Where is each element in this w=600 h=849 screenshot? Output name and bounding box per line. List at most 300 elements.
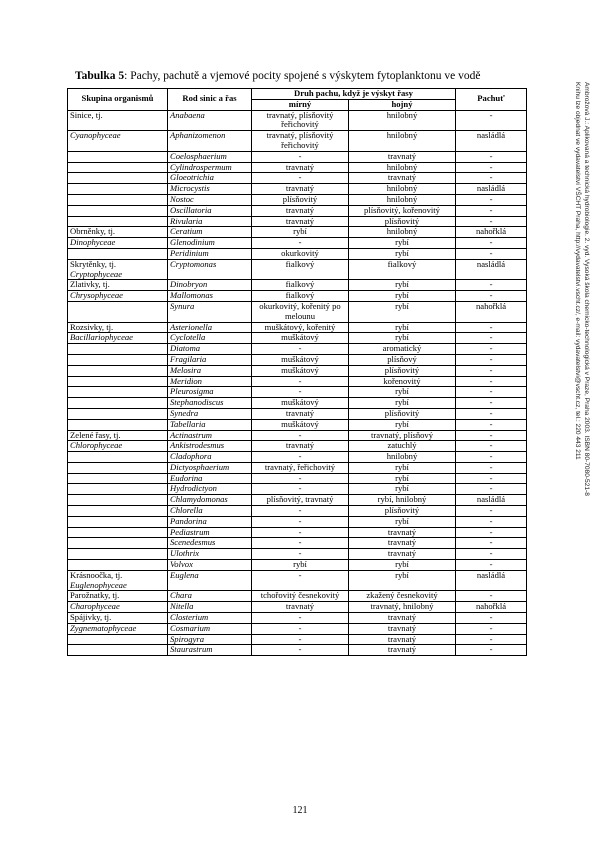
table-row (68, 623, 527, 634)
abundant-odor-cell: travnatý (349, 549, 456, 560)
group-cell (68, 280, 168, 291)
genus-cell: Pleurosigma (168, 387, 252, 398)
group-name: Krásnoočka, tj. (70, 569, 123, 580)
mild-odor-cell: - (252, 452, 349, 463)
mild-odor-cell: okurkovitý, kořenitý po melounu (252, 301, 349, 322)
taste-cell: nahořklá (456, 602, 527, 613)
abundant-odor-cell: rybí (349, 322, 456, 333)
group-latin-name: Dinophyceae (70, 237, 116, 248)
table-row (68, 473, 527, 484)
mild-odor-cell: fialkový (252, 259, 349, 280)
abundant-odor-cell: hnilobný (349, 131, 456, 152)
phytoplankton-odor-table (67, 88, 527, 656)
table-row (68, 387, 527, 398)
taste-cell: - (456, 623, 527, 634)
genus-cell: Fragilaria (168, 354, 252, 365)
header-mild: mírný (252, 99, 349, 110)
abundant-odor-cell: rybí (349, 516, 456, 527)
taste-cell: - (456, 634, 527, 645)
mild-odor-cell: muškátový (252, 398, 349, 409)
group-cell (68, 538, 168, 549)
genus-cell: Anabaena (168, 110, 252, 131)
taste-cell: nasládlá (456, 184, 527, 195)
genus-cell: Scenedesmus (168, 538, 252, 549)
mild-odor-cell: plísňovitý, travnatý (252, 495, 349, 506)
side-note (573, 82, 590, 496)
table-row (68, 184, 527, 195)
table-row (68, 538, 527, 549)
group-cell (68, 110, 168, 131)
mild-odor-cell: rybí (252, 560, 349, 571)
taste-cell: - (456, 110, 527, 131)
group-cell (68, 506, 168, 517)
taste-cell: - (456, 430, 527, 441)
abundant-odor-cell: travnatý (349, 623, 456, 634)
genus-cell: Euglena (168, 570, 252, 591)
taste-cell: - (456, 365, 527, 376)
taste-cell: - (456, 613, 527, 624)
group-latin-name: Bacillariophyceae (70, 332, 133, 343)
header-taste: Pachuť (456, 89, 527, 111)
taste-cell: nasládlá (456, 131, 527, 152)
group-cell (68, 441, 168, 452)
mild-odor-cell: travnatý, plísňovitý řeřichovitý (252, 110, 349, 131)
abundant-odor-cell: travnatý (349, 151, 456, 162)
group-cell (68, 322, 168, 333)
abundant-odor-cell: hnilobný (349, 110, 456, 131)
group-name: Sinice, tj. (70, 109, 103, 120)
mild-odor-cell: - (252, 570, 349, 591)
group-latin-name: Chlorophyceae (70, 440, 123, 451)
abundant-odor-cell: plísňovitý (349, 506, 456, 517)
taste-cell: - (456, 194, 527, 205)
taste-cell: - (456, 408, 527, 419)
mild-odor-cell: - (252, 634, 349, 645)
group-cell (68, 549, 168, 560)
genus-cell: Aphanizomenon (168, 131, 252, 152)
abundant-odor-cell: zatuchlý (349, 441, 456, 452)
table-row (68, 408, 527, 419)
mild-odor-cell: travnatý (252, 602, 349, 613)
genus-cell: Ceratium (168, 227, 252, 238)
mild-odor-cell: - (252, 344, 349, 355)
table-row (68, 205, 527, 216)
abundant-odor-cell: travnatý (349, 645, 456, 656)
genus-cell: Cryptomonas (168, 259, 252, 280)
taste-cell: nasládlá (456, 259, 527, 280)
genus-cell: Rivularia (168, 216, 252, 227)
taste-cell: - (456, 280, 527, 291)
table-row (68, 151, 527, 162)
table-row (68, 344, 527, 355)
genus-cell: Stephanodiscus (168, 398, 252, 409)
group-cell (68, 162, 168, 173)
taste-cell: - (456, 560, 527, 571)
group-cell (68, 259, 168, 280)
genus-cell: Staurastrum (168, 645, 252, 656)
group-name: Parožnatky, tj. (70, 590, 120, 601)
group-cell (68, 184, 168, 195)
taste-cell: - (456, 333, 527, 344)
group-cell (68, 216, 168, 227)
group-cell (68, 602, 168, 613)
genus-cell: Microcystis (168, 184, 252, 195)
abundant-odor-cell: travnatý (349, 527, 456, 538)
abundant-odor-cell: plísňovitý (349, 365, 456, 376)
abundant-odor-cell: rybí (349, 419, 456, 430)
taste-cell: - (456, 549, 527, 560)
group-cell (68, 527, 168, 538)
abundant-odor-cell: rybí (349, 248, 456, 259)
table-row (68, 194, 527, 205)
table-row (68, 301, 527, 322)
genus-cell: Spirogyra (168, 634, 252, 645)
genus-cell: Nostoc (168, 194, 252, 205)
genus-cell: Gloeotrichia (168, 173, 252, 184)
group-name: Spájivky, tj. (70, 612, 112, 623)
abundant-odor-cell: rybí (349, 280, 456, 291)
side-note-order-info: Knihu lze objednat ve vydavatelství VŠCHT Praha, http://vydavatelstvi.vscht.cz/, e-mail: vydavatelstvi@vscht.cz, tel.: 220 443 211 (574, 82, 582, 460)
taste-cell: - (456, 238, 527, 249)
table-row (68, 354, 527, 365)
abundant-odor-cell: travnatý (349, 173, 456, 184)
mild-odor-cell: tchořovitý česnekovitý (252, 591, 349, 602)
mild-odor-cell: plísňovitý (252, 194, 349, 205)
mild-odor-cell: - (252, 151, 349, 162)
table-row (68, 322, 527, 333)
table-row (68, 516, 527, 527)
genus-cell: Meridion (168, 376, 252, 387)
taste-cell: nasládlá (456, 495, 527, 506)
abundant-odor-cell: rybí (349, 462, 456, 473)
mild-odor-cell: - (252, 516, 349, 527)
group-name: Zlativky, tj. (70, 279, 110, 290)
abundant-odor-cell: rybí, hnilobný (349, 495, 456, 506)
genus-cell: Hydrodictyon (168, 484, 252, 495)
table-row (68, 506, 527, 517)
abundant-odor-cell: rybí (349, 484, 456, 495)
genus-cell: Pediastrum (168, 527, 252, 538)
group-cell (68, 238, 168, 249)
table-row (68, 591, 527, 602)
group-cell (68, 613, 168, 624)
genus-cell: Ankistrodesmus (168, 441, 252, 452)
genus-cell: Dinobryon (168, 280, 252, 291)
abundant-odor-cell: rybí (349, 387, 456, 398)
group-cell (68, 419, 168, 430)
taste-cell: nahořklá (456, 301, 527, 322)
genus-cell: Cyclotella (168, 333, 252, 344)
genus-cell: Chara (168, 591, 252, 602)
page-number: 121 (292, 805, 308, 816)
abundant-odor-cell: rybí (349, 473, 456, 484)
mild-odor-cell: - (252, 238, 349, 249)
mild-odor-cell: - (252, 549, 349, 560)
table-row (68, 549, 527, 560)
mild-odor-cell: travnatý (252, 408, 349, 419)
taste-cell: - (456, 441, 527, 452)
mild-odor-cell: muškátový (252, 365, 349, 376)
genus-cell: Pandorina (168, 516, 252, 527)
genus-cell: Cylindrospermum (168, 162, 252, 173)
abundant-odor-cell: rybí (349, 238, 456, 249)
table-row (68, 248, 527, 259)
group-cell (68, 570, 168, 591)
group-cell (68, 398, 168, 409)
abundant-odor-cell: rybí (349, 291, 456, 302)
abundant-odor-cell: rybí (349, 398, 456, 409)
group-name: Obrněnky, tj. (70, 226, 116, 237)
taste-cell: - (456, 322, 527, 333)
table-row (68, 452, 527, 463)
genus-cell: Nitella (168, 602, 252, 613)
abundant-odor-cell: fialkový (349, 259, 456, 280)
table-row (68, 419, 527, 430)
group-cell (68, 365, 168, 376)
genus-cell: Peridinium (168, 248, 252, 259)
mild-odor-cell: - (252, 387, 349, 398)
genus-cell: Cosmarium (168, 623, 252, 634)
group-cell (68, 173, 168, 184)
table-row (68, 495, 527, 506)
table-row (68, 110, 527, 131)
genus-cell: Glenodinium (168, 238, 252, 249)
abundant-odor-cell: hnilobný (349, 227, 456, 238)
caption-label: Tabulka 5 (75, 70, 125, 82)
table-row (68, 602, 527, 613)
mild-odor-cell: travnatý (252, 162, 349, 173)
caption-text: : Pachy, pachutě a vjemové pocity spojené s výskytem fytoplanktonu ve vodě (124, 70, 481, 82)
table-row (68, 162, 527, 173)
genus-cell: Closterium (168, 613, 252, 624)
taste-cell: - (456, 291, 527, 302)
taste-cell: - (456, 527, 527, 538)
group-latin-name: Charophyceae (70, 601, 120, 612)
mild-odor-cell: muškátový, kořenitý (252, 322, 349, 333)
abundant-odor-cell: travnatý, hnilobný (349, 602, 456, 613)
mild-odor-cell: travnatý (252, 216, 349, 227)
abundant-odor-cell: travnatý (349, 634, 456, 645)
abundant-odor-cell: rybí (349, 570, 456, 591)
header-abundant: hojný (349, 99, 456, 110)
taste-cell: - (456, 173, 527, 184)
mild-odor-cell: - (252, 527, 349, 538)
table-row (68, 131, 527, 152)
taste-cell: - (456, 162, 527, 173)
mild-odor-cell: - (252, 473, 349, 484)
taste-cell: nasládlá (456, 570, 527, 591)
group-cell (68, 333, 168, 344)
mild-odor-cell: fialkový (252, 280, 349, 291)
side-note-citation: Ambrožová J.: Aplikovaná a technická hydrobiologie. 2. vyd. Vysoká škola chemicko-technologická v Praze, Praha 2003. ISBN 80-7080-521-8 (583, 82, 590, 496)
table-row (68, 645, 527, 656)
group-cell (68, 634, 168, 645)
group-cell (68, 376, 168, 387)
abundant-odor-cell: plísňovitý (349, 216, 456, 227)
table-row (68, 376, 527, 387)
abundant-odor-cell: aromatický (349, 344, 456, 355)
table-caption (75, 70, 480, 82)
genus-cell: Mallomonas (168, 291, 252, 302)
abundant-odor-cell: zkažený česnekovitý (349, 591, 456, 602)
taste-cell: - (456, 151, 527, 162)
group-name: Rozsivky, tj. (70, 321, 114, 332)
table-row (68, 280, 527, 291)
group-cell (68, 151, 168, 162)
group-cell (68, 344, 168, 355)
group-cell (68, 248, 168, 259)
genus-cell: Chlorella (168, 506, 252, 517)
group-latin-name: Zygnematophyceae (70, 622, 137, 633)
taste-cell: - (456, 452, 527, 463)
abundant-odor-cell: rybí (349, 333, 456, 344)
group-cell (68, 484, 168, 495)
taste-cell: - (456, 645, 527, 656)
table-row (68, 259, 527, 280)
genus-cell: Coelosphaerium (168, 151, 252, 162)
group-cell (68, 301, 168, 322)
genus-cell: Melosira (168, 365, 252, 376)
abundant-odor-cell: travnatý, plísňový (349, 430, 456, 441)
taste-cell: - (456, 462, 527, 473)
taste-cell: - (456, 205, 527, 216)
group-latin-name: Cryptophyceae (70, 268, 123, 279)
group-cell (68, 131, 168, 152)
genus-cell: Dictyosphaerium (168, 462, 252, 473)
group-cell (68, 645, 168, 656)
group-cell (68, 560, 168, 571)
mild-odor-cell: - (252, 484, 349, 495)
mild-odor-cell: travnatý, řeřichovitý (252, 462, 349, 473)
group-cell (68, 227, 168, 238)
mild-odor-cell: - (252, 538, 349, 549)
abundant-odor-cell: hnilobný (349, 162, 456, 173)
taste-cell: nahořklá (456, 227, 527, 238)
mild-odor-cell: travnatý (252, 205, 349, 216)
mild-odor-cell: - (252, 430, 349, 441)
abundant-odor-cell: hnilobný (349, 184, 456, 195)
table-row (68, 216, 527, 227)
genus-cell: Diatoma (168, 344, 252, 355)
group-name: Skrytěnky, tj. (70, 258, 116, 269)
taste-cell: - (456, 344, 527, 355)
group-latin-name: Euglenophyceae (70, 579, 127, 590)
table-row (68, 560, 527, 571)
genus-cell: Actinastrum (168, 430, 252, 441)
abundant-odor-cell: kořenovitý (349, 376, 456, 387)
group-cell (68, 462, 168, 473)
genus-cell: Cladophora (168, 452, 252, 463)
group-latin-name: Cyanophyceae (70, 130, 121, 141)
taste-cell: - (456, 398, 527, 409)
table-row (68, 613, 527, 624)
mild-odor-cell: muškátový (252, 333, 349, 344)
abundant-odor-cell: plísňovitý (349, 408, 456, 419)
group-cell (68, 473, 168, 484)
table-row (68, 227, 527, 238)
mild-odor-cell: rybí (252, 227, 349, 238)
genus-cell: Oscillatoria (168, 205, 252, 216)
mild-odor-cell: fialkový (252, 291, 349, 302)
table-row (68, 238, 527, 249)
taste-cell: - (456, 354, 527, 365)
table-row (68, 570, 527, 591)
table-row (68, 173, 527, 184)
genus-cell: Volvox (168, 560, 252, 571)
abundant-odor-cell: plísňový (349, 354, 456, 365)
group-cell (68, 205, 168, 216)
table-row (68, 365, 527, 376)
table-body (68, 110, 527, 656)
taste-cell: - (456, 419, 527, 430)
table-row (68, 441, 527, 452)
mild-odor-cell: travnatý (252, 441, 349, 452)
abundant-odor-cell: hnilobný (349, 194, 456, 205)
group-cell (68, 291, 168, 302)
mild-odor-cell: okurkovitý (252, 248, 349, 259)
group-cell (68, 516, 168, 527)
taste-cell: - (456, 516, 527, 527)
table-row (68, 527, 527, 538)
group-cell (68, 452, 168, 463)
table-row (68, 484, 527, 495)
taste-cell: - (456, 216, 527, 227)
table-row (68, 291, 527, 302)
group-cell (68, 387, 168, 398)
abundant-odor-cell: rybí (349, 301, 456, 322)
taste-cell: - (456, 473, 527, 484)
group-cell (68, 354, 168, 365)
abundant-odor-cell: hnilobný (349, 452, 456, 463)
header-smell: Druh pachu, když je výskyt řasy (252, 89, 456, 100)
mild-odor-cell: travnatý (252, 184, 349, 195)
table-row (68, 398, 527, 409)
genus-cell: Chlamydomonas (168, 495, 252, 506)
group-name: Zelené řasy, tj. (70, 429, 121, 440)
genus-cell: Tabellaria (168, 419, 252, 430)
mild-odor-cell: muškátový (252, 419, 349, 430)
mild-odor-cell: muškátový (252, 354, 349, 365)
taste-cell: - (456, 506, 527, 517)
taste-cell: - (456, 538, 527, 549)
mild-odor-cell: - (252, 645, 349, 656)
header-row (68, 89, 527, 100)
genus-cell: Eudorina (168, 473, 252, 484)
table-row (68, 462, 527, 473)
table-row (68, 333, 527, 344)
group-cell (68, 591, 168, 602)
group-cell (68, 408, 168, 419)
header-group: Skupina organismů (68, 89, 168, 111)
mild-odor-cell: travnatý, plísňovitý řeřichovitý (252, 131, 349, 152)
table-row (68, 634, 527, 645)
mild-odor-cell: - (252, 506, 349, 517)
genus-cell: Asterionella (168, 322, 252, 333)
mild-odor-cell: - (252, 173, 349, 184)
genus-cell: Ulothrix (168, 549, 252, 560)
abundant-odor-cell: travnatý (349, 538, 456, 549)
mild-odor-cell: - (252, 623, 349, 634)
group-cell (68, 495, 168, 506)
taste-cell: - (456, 591, 527, 602)
group-latin-name: Chrysophyceae (70, 290, 123, 301)
table-row (68, 430, 527, 441)
mild-odor-cell: - (252, 376, 349, 387)
abundant-odor-cell: rybí (349, 560, 456, 571)
taste-cell: - (456, 376, 527, 387)
taste-cell: - (456, 484, 527, 495)
genus-cell: Synedra (168, 408, 252, 419)
